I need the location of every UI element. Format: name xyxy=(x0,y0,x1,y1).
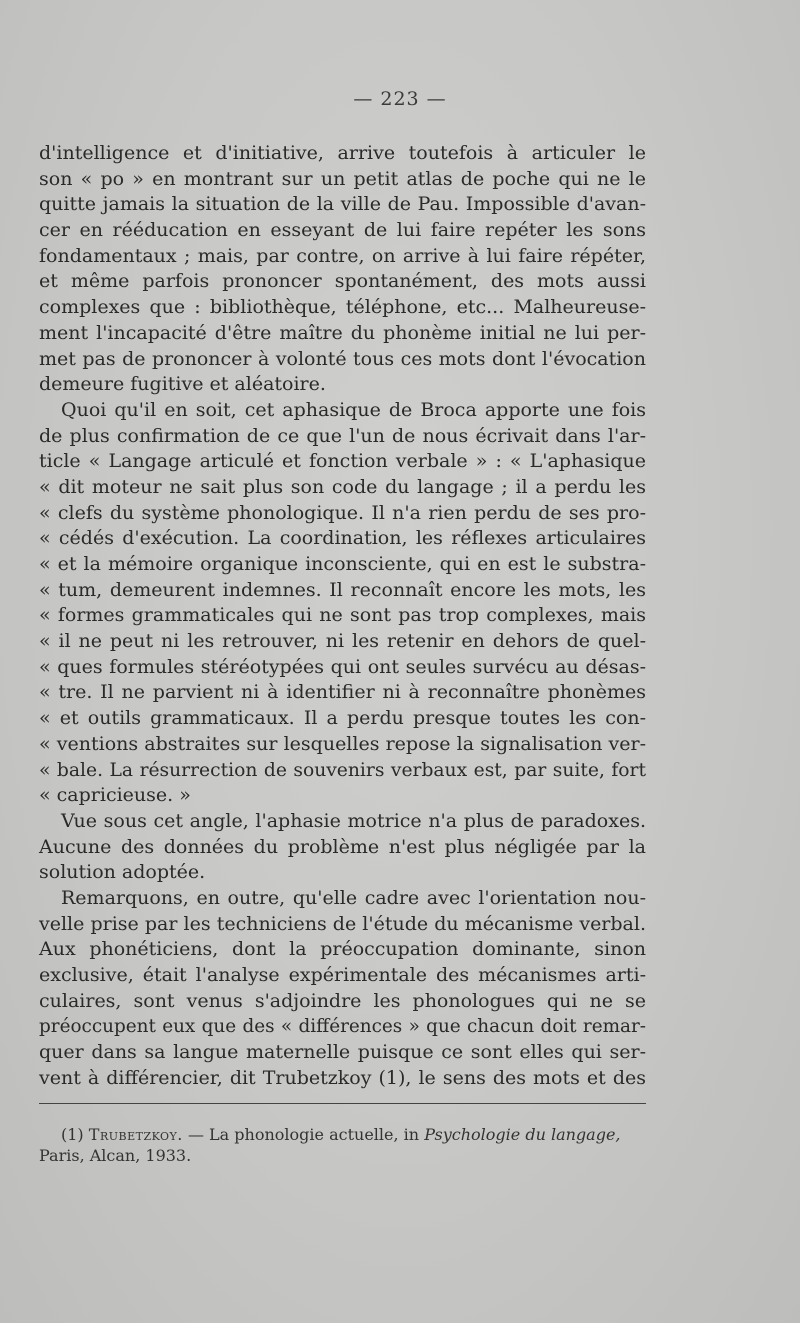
text-line: « il ne peut ni les retrouver, ni les retenir en dehors de quel- xyxy=(39,630,646,653)
text-line: préoccupent eux que des « différences » que chacun doit remar- xyxy=(39,1016,646,1038)
paragraph-3 xyxy=(39,809,646,886)
text-line: solution adoptée. xyxy=(39,861,206,884)
text-line: ment l'incapacité d'être maître du phonème initial ne lui per- xyxy=(39,321,646,344)
text-line: fondamentaux ; mais, par contre, on arrive à lui faire répéter, xyxy=(39,244,646,267)
text-line: d'intelligence et d'initiative, arrive toutefois à articuler le xyxy=(39,142,646,164)
footnote xyxy=(39,1124,646,1166)
text-line: quitte jamais la situation de la ville de Pau. Impossible d'avan- xyxy=(39,193,646,216)
text-line: Aux phonéticiens, dont la préoccupation dominante, sinon xyxy=(39,938,646,961)
text-line: met pas de prononcer à volonté tous ces mots dont l'évocation xyxy=(39,347,646,370)
text-line: « tum, demeurent indemnes. Il reconnaît encore les mots, les xyxy=(39,578,646,601)
footnote-line xyxy=(39,1124,646,1145)
text-line: Remarquons, en outre, qu'elle cadre avec l'orientation nou- xyxy=(61,886,646,909)
text-line: son « po » en montrant sur un petit atlas de poche qui ne le xyxy=(39,167,646,190)
text-line: « tre. Il ne parvient ni à identifier ni à reconnaître phonèmes xyxy=(39,681,646,704)
footnote-text: — La phonologie actuelle, in xyxy=(187,1125,420,1144)
text-line: exclusive, était l'analyse expérimentale des mécanismes arti- xyxy=(39,964,646,986)
paragraph-2 xyxy=(39,398,646,809)
text-line: « formes grammaticales qui ne sont pas trop complexes, mais xyxy=(39,604,646,627)
paragraph-4 xyxy=(39,886,646,1092)
text-line: velle prise par les techniciens de l'étude du mécanisme verbal. xyxy=(39,912,646,935)
text-line: Vue sous cet angle, l'aphasie motrice n'a plus de paradoxes. xyxy=(61,809,646,832)
text-line: « et outils grammaticaux. Il a perdu presque toutes les con- xyxy=(39,707,646,730)
text-line: demeure fugitive et aléatoire. xyxy=(39,373,326,396)
footnote-marker: (1) xyxy=(61,1125,84,1144)
text-line: vent à différencier, dit Trubetzkoy (1), le sens des mots et des xyxy=(39,1066,646,1089)
footnote-divider xyxy=(39,1103,646,1104)
text-line: Aucune des données du problème n'est plus négligée par la xyxy=(39,835,646,858)
text-line: et même parfois prononcer spontanément, des mots aussi xyxy=(39,270,646,293)
text-line: Quoi qu'il en soit, cet aphasique de Broca apporte une fois xyxy=(61,398,646,421)
text-line: ticle « Langage articulé et fonction verbale » : « L'aphasique xyxy=(39,450,646,473)
text-line: « ques formules stéréotypées qui ont seules survécu au désas- xyxy=(39,655,646,678)
text-line: « ventions abstraites sur lesquelles repose la signalisation ver- xyxy=(39,732,646,755)
text-line: « capricieuse. » xyxy=(39,784,191,807)
paragraph-1 xyxy=(39,141,646,398)
text-line: quer dans sa langue maternelle puisque ce sont elles qui ser- xyxy=(39,1041,646,1064)
footnote-author: Trubetzkoy. xyxy=(88,1125,183,1144)
text-line: « cédés d'exécution. La coordination, les réflexes articulaires xyxy=(39,527,646,550)
footnote-line-2: Paris, Alcan, 1933. xyxy=(39,1146,192,1165)
text-line: « et la mémoire organique inconsciente, qui en est le substra- xyxy=(39,553,646,575)
text-line: « bale. La résurrection de souvenirs verbaux est, par suite, fort xyxy=(39,759,646,781)
text-line: « clefs du système phonologique. Il n'a rien perdu de ses pro- xyxy=(39,501,646,524)
text-line: « dit moteur ne sait plus son code du langage ; il a perdu les xyxy=(39,475,646,498)
text-line: cer en rééducation en esseyant de lui faire repéter les sons xyxy=(39,219,646,242)
text-line: culaires, sont venus s'adjoindre les phonologues qui ne se xyxy=(39,989,646,1012)
footnote-title: Psychologie du langage, xyxy=(424,1125,621,1144)
text-line: de plus confirmation de ce que l'un de nous écrivait dans l'ar- xyxy=(39,424,646,447)
page-number: — 223 — xyxy=(353,88,447,110)
text-line: complexes que : bibliothèque, téléphone, etc... Malheureuse- xyxy=(39,296,646,319)
body-text xyxy=(39,141,646,1091)
